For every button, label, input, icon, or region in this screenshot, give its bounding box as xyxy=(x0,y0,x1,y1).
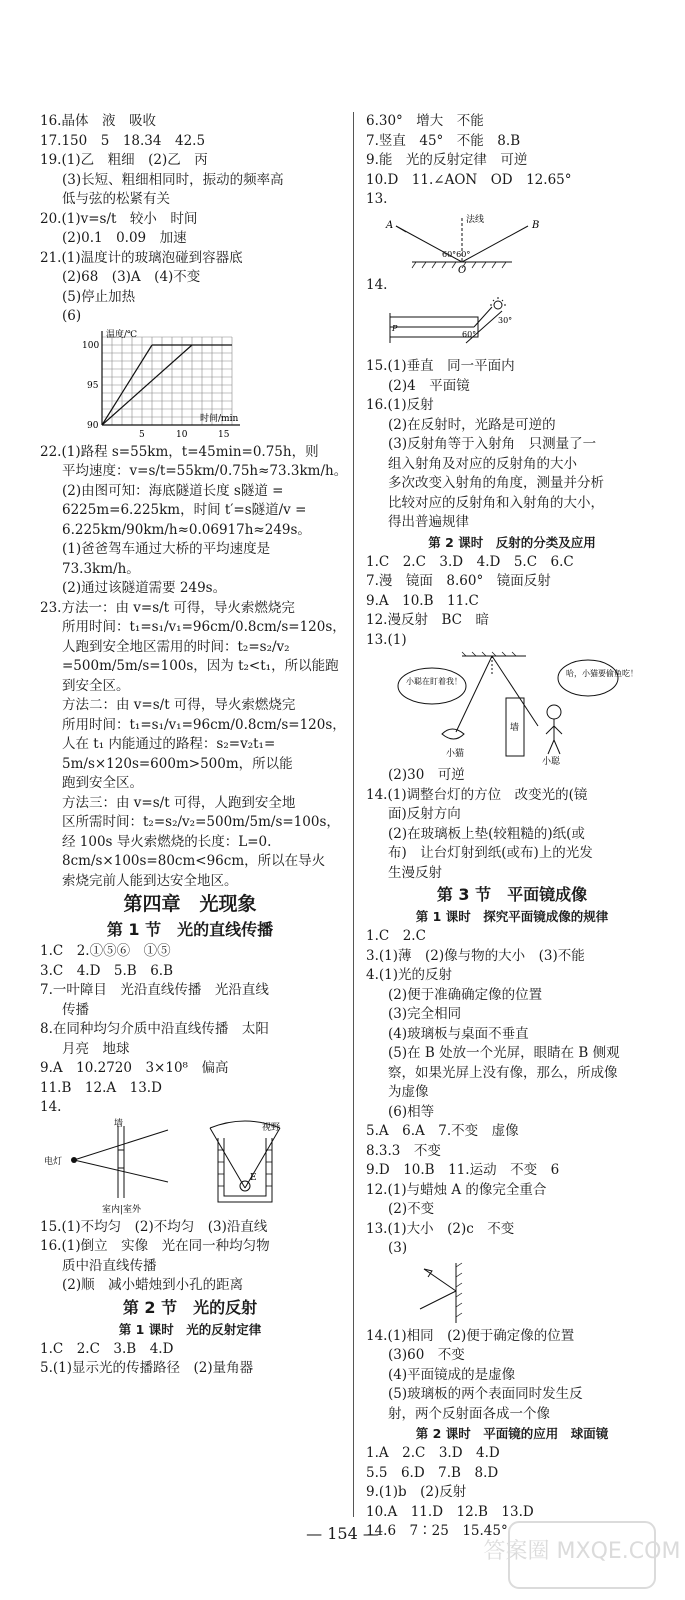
answer-line: 15.(1)不均匀 (2)不均匀 (3)沿直线 xyxy=(40,1218,268,1235)
answer-line: 1.C 2.C 3.B 4.D xyxy=(40,1340,174,1357)
answer-line: 射，两个反射面各成一个像 xyxy=(388,1405,550,1422)
answer-line: 人在 t₁ 内能通过的路程：s₂=v₂t₁= xyxy=(62,736,276,752)
answer-line: (3)60 不变 xyxy=(388,1347,465,1363)
answer-line: (2)68 (3)A (4)不变 xyxy=(62,269,201,285)
chapter-heading: 第四章 光现象 xyxy=(123,893,257,915)
answer-line: 8cm/s×100s=80cm<96cm，所以在导火 xyxy=(62,853,326,869)
cat-label: 小猫 xyxy=(446,749,465,759)
answer-line: 区所需时间：t₂=s₂/v₂=500m/5m/s=100s， xyxy=(62,814,340,830)
plane-mirror-figure xyxy=(366,1261,658,1325)
boy-label: 小聪 xyxy=(542,757,561,767)
answer-line: 多次改变入射角的角度，测量并分析 xyxy=(388,475,604,491)
answer-line: 生漫反射 xyxy=(388,864,442,881)
answer-line: 17.150 5 18.34 42.5 xyxy=(40,132,206,149)
answer-line: 5m/s×120s=600m>500m，所以能 xyxy=(62,755,293,772)
light-straight-line-figure xyxy=(40,1120,340,1216)
answer-line: 面)反射方向 xyxy=(388,806,461,822)
answer-line: 5.5 6.D 7.B 8.D xyxy=(366,1464,499,1481)
angle-label: 60°60° xyxy=(442,249,471,259)
answer-line: (2)不变 xyxy=(388,1201,435,1217)
answer-line: 13.(1)大小 (2)c 不变 xyxy=(366,1220,515,1237)
answer-line: 经 100s 导火索燃烧的长度：L=0. xyxy=(62,833,272,850)
graph-y-label: 温度/℃ xyxy=(106,329,138,340)
answer-line: 6.225km/90km/h≈0.06917h≈249s。 xyxy=(62,521,311,538)
graph-tick: 15 xyxy=(218,429,230,440)
section-heading: 第 1 节 光的直线传播 xyxy=(106,920,274,939)
answer-line: 16.(1)反射 xyxy=(366,397,434,413)
graph-tick: 90 xyxy=(87,420,99,431)
graph-x-label: 时间/min xyxy=(200,413,239,424)
answer-line: 5.A 6.A 7.不变 虚像 xyxy=(366,1123,519,1139)
answer-line: (2)由图可知：海底隧道长度 s隧道 = xyxy=(62,482,284,499)
answer-line: 跑到安全区。 xyxy=(62,775,143,791)
section-heading: 第 3 节 平面镜成像 xyxy=(436,885,588,904)
answer-line: 低与弦的松紧有关 xyxy=(62,191,170,207)
answer-line: (6)相等 xyxy=(388,1103,435,1120)
answer-line: (3) xyxy=(388,1240,408,1256)
answer-line: 4.(1)光的反射 xyxy=(366,967,453,983)
lesson-heading: 第 1 课时 探究平面镜成像的规律 xyxy=(415,909,609,924)
answer-line: 得出普遍规律 xyxy=(388,514,469,530)
periscope-diagram xyxy=(366,297,658,355)
lesson-heading: 第 2 课时 平面镜的应用 球面镜 xyxy=(415,1426,609,1441)
answer-line: 23.方法一：由 v=s/t 可得，导火索燃烧完 xyxy=(40,599,295,616)
answer-line: 质中沿直线传播 xyxy=(62,1257,157,1274)
answer-line: 6225m=6.225km，时间 t′=s隧道/v = xyxy=(62,502,307,518)
answer-line: 7.漫 镜面 8.60° 镜面反射 xyxy=(366,573,551,589)
eye-label: E xyxy=(250,1172,257,1183)
answer-line: 所用时间：t₁=s₁/v₁=96cm/0.8cm/s=120s， xyxy=(62,619,346,635)
cat-and-boy-mirror-figure xyxy=(366,652,658,767)
answer-line: 15.(1)垂直 同一平面内 xyxy=(366,358,515,374)
speech-bubble: 小聪在盯着我！ xyxy=(406,677,462,686)
answer-line: (5)玻璃板的两个表面同时发生反 xyxy=(388,1386,583,1402)
answer-line: 察，如果光屏上没有像，那么，所成像 xyxy=(388,1064,618,1081)
answer-line: (2)0.1 0.09 加速 xyxy=(62,230,187,246)
answer-line: 平均速度：v=s/t=55km/0.75h≈73.3km/h。 xyxy=(62,463,348,479)
angle-label: 60° xyxy=(462,330,477,339)
lesson-heading: 第 1 课时 光的反射定律 xyxy=(118,1321,262,1337)
answer-line: 3.C 4.D 5.B 6.B xyxy=(40,962,174,979)
answer-line: (1)爸爸驾车通过大桥的平均速度是 xyxy=(62,541,271,557)
answer-line: 21.(1)温度计的玻璃泡碰到容器底 xyxy=(40,249,243,266)
answer-line: 13.(1) xyxy=(366,631,407,648)
answer-line: 8.在同种均匀介质中沿直线传播 太阳 xyxy=(40,1021,269,1037)
answer-line: 7.一叶障目 光沿直线传播 光沿直线 xyxy=(40,982,269,998)
lesson-heading: 第 2 课时 反射的分类及应用 xyxy=(428,534,596,550)
lamp-label: 电灯 xyxy=(44,1156,63,1167)
answer-line: (2)4 平面镜 xyxy=(388,377,470,394)
answer-line: 22.(1)路程 s=55km，t=45min=0.75h，则 xyxy=(40,443,319,460)
answer-line: 9.(1)b (2)反射 xyxy=(366,1484,467,1500)
view-label: 视野 xyxy=(262,1122,281,1133)
answer-line: 为虚像 xyxy=(388,1084,429,1100)
answer-line: 1.A 2.C 3.D 4.D xyxy=(366,1445,500,1461)
answer-line: (2)顺 减小蜡烛到小孔的距离 xyxy=(62,1277,244,1293)
answer-line: 16.晶体 液 吸收 xyxy=(40,113,156,129)
graph-tick: 95 xyxy=(87,380,99,391)
answer-line: 5.(1)显示光的传播路径 (2)量角器 xyxy=(40,1360,254,1376)
answer-line: 组入射角及对应的反射角的大小 xyxy=(388,455,577,472)
page-number: — 154 — xyxy=(306,1524,379,1543)
answer-line: 9.A 10.B 11.C xyxy=(366,592,479,609)
answer-line: 方法二：由 v=s/t 可得，导火索燃烧完 xyxy=(62,697,296,713)
answer-line: 10.A 11.D 12.B 13.D xyxy=(366,1503,534,1520)
answer-line: 到安全区。 xyxy=(62,677,130,694)
answer-line: (2)通过该隧道需要 249s。 xyxy=(62,580,227,596)
answer-line: (2)30 可逆 xyxy=(388,767,465,783)
reflection-diagram xyxy=(366,212,658,274)
answer-line: 19.(1)乙 粗细 (2)乙 丙 xyxy=(40,152,208,168)
angle-label: 30° xyxy=(498,316,513,325)
answer-line: 13. xyxy=(366,191,388,207)
answer-line: (5)在 B 处放一个光屏，眼睛在 B 侧观 xyxy=(388,1045,620,1061)
column-divider xyxy=(353,112,354,1517)
answer-line: 14.6 7∶25 15.45° xyxy=(366,1523,508,1539)
left-column xyxy=(40,112,348,1379)
answer-line: (2)在反射时，光路是可逆的 xyxy=(388,416,556,433)
answer-line: 人跑到安全地区需用的时间：t₂=s₂/v₂ xyxy=(62,638,290,655)
speech-bubble: 哈，小猫要偷鱼吃！ xyxy=(566,669,638,678)
answer-line: 20.(1)v=s/t 较小 时间 xyxy=(40,210,198,227)
room-label: 室内|室外 xyxy=(102,1204,142,1215)
temperature-time-graph xyxy=(40,329,340,441)
answer-line: (3)反射角等于入射角 只测量了一 xyxy=(388,436,597,452)
answer-line: (6) xyxy=(62,308,82,324)
answer-line: 3.(1)薄 (2)像与物的大小 (3)不能 xyxy=(366,947,585,964)
answer-line: 14. xyxy=(366,276,388,293)
answer-line: 月亮 地球 xyxy=(62,1040,130,1057)
answer-line: 9.A 10.2720 3×10⁸ 偏高 xyxy=(40,1060,229,1076)
answer-line: 73.3km/h。 xyxy=(62,560,140,577)
answer-line: 方法三：由 v=s/t 可得，人跑到安全地 xyxy=(62,794,296,811)
answer-line: 12.(1)与蜡烛 A 的像完全重合 xyxy=(366,1181,547,1198)
answer-line: 比较对应的反射角和入射角的大小， xyxy=(388,494,604,511)
answer-line: (2)便于准确确定像的位置 xyxy=(388,986,543,1003)
answer-line: 6.30° 增大 不能 xyxy=(366,113,484,129)
answer-line: 1.C 2.C 3.D 4.D 5.C 6.C xyxy=(366,553,574,570)
answer-line: 9.能 光的反射定律 可逆 xyxy=(366,152,528,168)
wall-label: 墙 xyxy=(510,723,520,733)
graph-tick: 10 xyxy=(176,429,188,440)
normal-label: 法线 xyxy=(466,214,485,225)
point-b-label: B xyxy=(532,219,540,231)
answer-line: (4)玻璃板与桌面不垂直 xyxy=(388,1025,529,1042)
answer-line: 7.竖直 45° 不能 8.B xyxy=(366,132,521,149)
answer-line: 所用时间：t₁=s₁/v₁=96cm/0.8cm/s=120s， xyxy=(62,716,346,733)
answer-line: 11.B 12.A 13.D xyxy=(40,1079,162,1096)
answer-line: (3)完全相同 xyxy=(388,1006,462,1022)
answer-line: (2)在玻璃板上垫(较粗糙的)纸(或 xyxy=(388,825,585,842)
svg-text:答案圈 MXQE.COM: 答案圈 MXQE.COM xyxy=(483,1539,681,1564)
answer-line: (3)长短、粗细相同时，振动的频率高 xyxy=(62,171,284,188)
answer-line: =500m/5m/s=100s，因为 t₂<t₁，所以能跑 xyxy=(62,658,339,674)
answer-line: 14.(1)调整台灯的方位 改变光的(镜 xyxy=(366,786,588,803)
answer-line: 1.C 2.C xyxy=(366,928,426,944)
answer-line: (5)停止加热 xyxy=(62,288,136,305)
answer-line: 传播 xyxy=(62,1001,89,1018)
answer-line: 布) 让台灯射到纸(或布)上的光发 xyxy=(388,845,593,861)
graph-tick: 5 xyxy=(139,429,145,440)
point-p-label: P xyxy=(392,324,398,333)
section-heading: 第 2 节 光的反射 xyxy=(122,1297,258,1317)
right-column xyxy=(366,112,658,1542)
answer-line: 14.(1)相同 (2)便于确定像的位置 xyxy=(366,1327,575,1344)
answer-line: 10.D 11.∠AON OD 12.65° xyxy=(366,171,572,188)
point-o-label: O xyxy=(458,264,467,276)
graph-tick: 100 xyxy=(82,340,100,351)
answer-line: 14. xyxy=(40,1099,62,1115)
wall-label: 墙 xyxy=(114,1118,124,1129)
answer-line: 索烧完前人能到达安全地区。 xyxy=(62,872,238,889)
answer-line: 16.(1)倒立 实像 光在同一种均匀物 xyxy=(40,1238,270,1254)
answer-line: 1.C 2.①⑤⑥ ①⑤ xyxy=(40,943,171,959)
point-a-label: A xyxy=(386,219,394,231)
answer-line: 8.3.3 不变 xyxy=(366,1142,441,1159)
watermark-logo xyxy=(483,1520,681,1590)
answer-line: (4)平面镜成的是虚像 xyxy=(388,1366,516,1383)
answer-line: 12.漫反射 BC 暗 xyxy=(366,612,489,628)
answer-line: 9.D 10.B 11.运动 不变 6 xyxy=(366,1162,560,1178)
